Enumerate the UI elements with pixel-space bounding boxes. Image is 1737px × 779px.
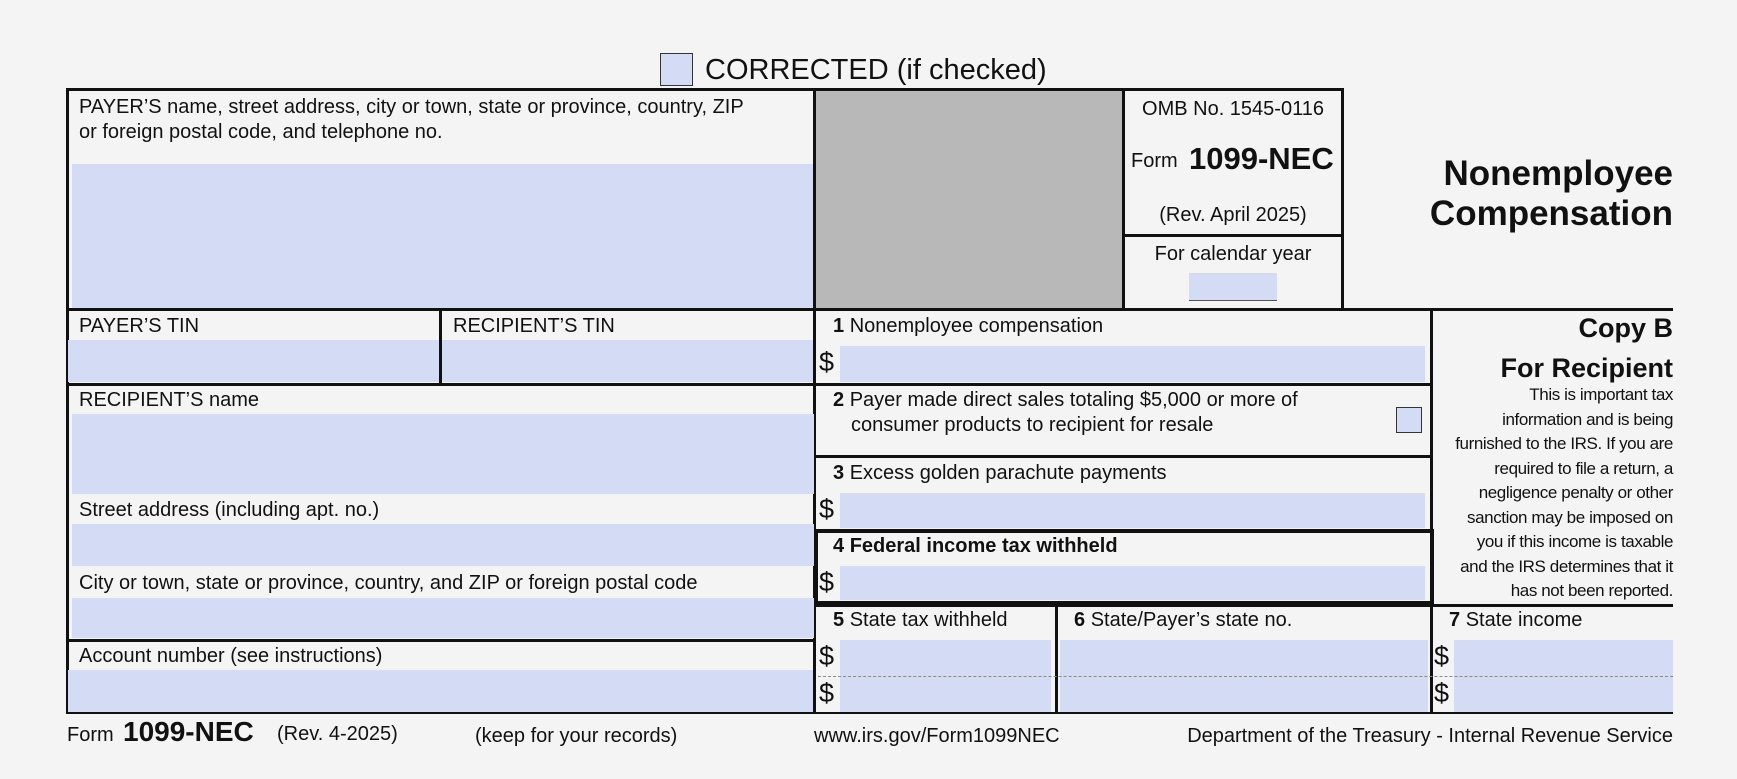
shaded-area [816,91,1122,309]
copy-notice-line: furnished to the IRS. If you are [1455,434,1673,453]
state-row-top-border [816,604,1673,607]
footer-url[interactable]: www.irs.gov/Form1099NEC [814,725,1060,747]
form-number: 1099-NEC [1189,141,1334,176]
city-input[interactable] [72,598,814,638]
state-row-dashed-separator [818,676,1673,677]
copy-notice-line: required to file a return, a [1494,458,1673,478]
box7-label [1449,608,1582,633]
copy-notice-line: sanction may be imposed on [1466,507,1673,527]
form-title-line1: Nonemployee [1443,154,1673,193]
box2-text-line2: consumer products to recipient for resale [851,414,1214,436]
box7-input-1[interactable] [1454,640,1673,676]
corrected-checkbox[interactable] [660,53,693,86]
footer-revision: (Rev. 4-2025) [277,723,398,745]
box1-currency: $ [819,347,835,377]
box5-currency-2: $ [819,678,835,708]
box2-number: 2 [833,389,845,411]
form-revision: (Rev. April 2025) [1159,204,1307,226]
form-title-line2: Compensation [1429,194,1673,233]
footer-form-number: 1099-NEC [123,716,254,747]
payer-tin-input[interactable] [68,340,439,382]
form-top-border [66,88,1344,91]
box7-currency-1: $ [1434,641,1450,671]
copy-subtitle: For Recipient [1500,353,1673,383]
box3-currency: $ [819,494,835,524]
copy-notice-line: has not been reported. [1510,581,1673,600]
copy-title: Copy B [1578,313,1673,343]
form-left-border [66,88,69,714]
box6-input-1[interactable] [1060,640,1428,676]
footer-department: Department of the Treasury - Internal Revenue Service [1187,725,1673,747]
box1-text: Nonemployee compensation [849,315,1104,337]
footer-keep-note: (keep for your records) [475,725,678,747]
calendar-year-input[interactable] [1189,273,1277,301]
box3-label [833,461,1167,486]
recipient-tin-label: RECIPIENT’S TIN [453,315,615,337]
box2-label [833,388,1298,413]
street-address-input[interactable] [72,524,814,566]
box5-label [833,608,1008,633]
city-bottom-border [66,639,816,642]
copy-notice-line: you if this income is taxable [1476,532,1673,551]
box4-text: Federal income tax withheld [849,535,1118,557]
payer-name-input[interactable] [72,164,814,308]
box7-currency-2: $ [1434,678,1450,708]
box2-bottom-border [816,455,1430,458]
box7-input-2[interactable] [1454,677,1673,712]
box4-input[interactable] [840,566,1425,600]
form-bottom-border [66,712,1673,714]
payer-name-label: PAYER’S name, street address, city or town, state or province, country, ZIP [79,96,744,118]
box3-number: 3 [833,462,845,484]
payer-tin-label: PAYER’S TIN [79,315,200,337]
box6-label [1074,608,1292,633]
copy-notice-line: This is important tax [1529,385,1673,404]
copy-notice-line: negligence penalty or other [1478,483,1673,502]
omb-number: OMB No. 1545-0116 [1142,98,1324,120]
box5-text: State tax withheld [849,609,1008,631]
tin-row-bottom-border [66,383,816,386]
box7-number: 7 [1449,609,1461,631]
box4-currency: $ [819,567,835,597]
box5-currency-1: $ [819,641,835,671]
box7-text: State income [1465,609,1583,631]
recipient-tin-input[interactable] [442,340,813,382]
box5-input-1[interactable] [840,640,1051,676]
box4-label [833,534,1118,559]
recipient-name-input[interactable] [72,414,814,494]
payer-name-label-line2: or foreign postal code, and telephone no. [79,121,443,143]
box6-number: 6 [1074,609,1086,631]
box2-text: Payer made direct sales totaling $5,000 or more of [849,389,1298,411]
city-label: City or town, state or province, country, and ZIP or foreign postal code [79,572,698,594]
corrected-label: CORRECTED (if checked) [705,54,1047,86]
calendar-divider [1122,234,1344,237]
box3-input[interactable] [840,493,1425,528]
box2-checkbox[interactable] [1396,407,1422,433]
box1-bottom-border [816,383,1430,386]
box1-input[interactable] [840,346,1425,382]
box4-number: 4 [833,535,845,557]
box3-text: Excess golden parachute payments [849,462,1167,484]
calendar-year-label: For calendar year [1154,243,1312,265]
copy-notice [1433,383,1673,604]
box5-input-2[interactable] [840,677,1051,712]
footer-form-prefix: Form [67,724,114,746]
box6-input-2[interactable] [1060,677,1428,712]
form-prefix: Form [1131,150,1178,172]
header-right-border [1341,88,1344,310]
box5-6-divider [1055,606,1058,714]
box1-number: 1 [833,315,845,337]
box5-number: 5 [833,609,845,631]
recipient-name-label: RECIPIENT’S name [79,389,260,411]
street-address-label: Street address (including apt. no.) [79,499,380,521]
box1-label [833,314,1103,339]
copy-notice-line: and the IRS determines that it [1460,556,1673,576]
copy-notice-line: information and is being [1502,409,1673,429]
box6-text: State/Payer’s state no. [1090,609,1293,631]
account-number-label: Account number (see instructions) [79,645,383,667]
account-number-input[interactable] [68,670,813,712]
